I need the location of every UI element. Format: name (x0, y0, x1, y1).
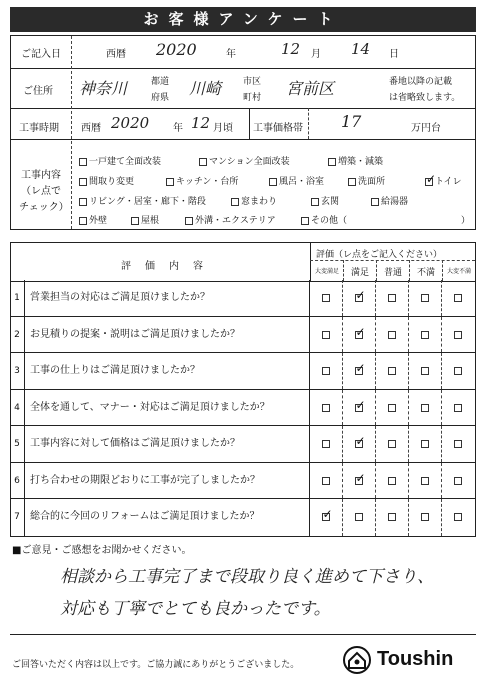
work-option[interactable]: 外壁 (79, 213, 107, 226)
question-text: 総合的に今回のリフォームはご満足頂けましたか？ (30, 511, 260, 522)
work-option[interactable]: 給湯器 (371, 194, 408, 207)
rating-checkbox[interactable] (388, 513, 396, 521)
address-city-value: 川崎 (189, 79, 222, 98)
rating-cell[interactable] (342, 499, 376, 536)
date-month-unit: 月 (311, 49, 321, 60)
column-header: 満足 (350, 268, 369, 278)
work-option[interactable]: 増築・減築 (328, 154, 383, 167)
rating-checkbox[interactable] (454, 477, 462, 485)
question-row (10, 463, 476, 500)
rating-cell[interactable] (441, 390, 475, 426)
house-logo-icon (342, 645, 372, 675)
rating-cell[interactable] (309, 426, 343, 462)
rating-cell[interactable] (441, 463, 475, 499)
brand-logo (342, 645, 372, 675)
question-text: 工事内容に対して価格はご満足頂けましたか？ (30, 438, 240, 449)
address-pref-unit-2: 府県 (151, 93, 170, 103)
date-day-value: 14 (351, 40, 371, 58)
column-header: 普通 (383, 268, 402, 278)
work-other-close: ） (461, 216, 471, 226)
checkbox[interactable] (371, 198, 379, 206)
column-header: 大変不満 (446, 268, 471, 275)
work-option[interactable]: リビング・居室・廊下・階段 (79, 194, 206, 207)
rating-cell[interactable] (408, 280, 442, 316)
rating-checkbox[interactable] (454, 513, 462, 521)
rating-checkbox[interactable] (322, 440, 330, 448)
date-month-value: 12 (281, 40, 301, 58)
column-header: 不満 (416, 268, 435, 278)
rating-checkbox[interactable] (388, 440, 396, 448)
rating-checkbox-checked[interactable] (355, 404, 363, 412)
rating-checkbox[interactable] (454, 367, 462, 375)
work-option[interactable]: 玄関 (311, 194, 339, 207)
rating-checkbox-checked[interactable] (322, 513, 330, 521)
rating-cell[interactable] (441, 426, 475, 462)
rating-cell[interactable] (375, 280, 409, 316)
rating-checkbox[interactable] (388, 477, 396, 485)
question-text: 営業担当の対応はご満足頂けましたか？ (30, 292, 210, 303)
rating-cell[interactable] (342, 353, 376, 389)
rating-checkbox[interactable] (388, 404, 396, 412)
rating-checkbox-checked[interactable] (355, 331, 363, 339)
work-option[interactable]: 一戸建て全面改装 (79, 154, 161, 167)
address-note-2: は省略致します。 (389, 93, 461, 103)
rating-cell[interactable] (342, 390, 376, 426)
rating-header: 評価（レ点をご記入ください） (316, 250, 443, 260)
checkbox[interactable] (79, 178, 87, 186)
question-row (10, 499, 476, 536)
rating-checkbox[interactable] (322, 294, 330, 302)
rating-cell[interactable] (375, 499, 409, 536)
question-text: 打ち合わせの期限どおりに工事が完了しましたか？ (30, 474, 260, 486)
comment-line: 対応も丁寧でとても良かったです。 (60, 599, 331, 619)
rating-cell[interactable] (408, 353, 442, 389)
work-label-line-2: （レ点で (21, 186, 61, 197)
question-number: 4 (10, 390, 25, 426)
question-row (10, 353, 476, 390)
rating-checkbox[interactable] (454, 331, 462, 339)
rating-checkbox[interactable] (388, 294, 396, 302)
address-label: ご住所 (23, 86, 53, 97)
date-day-unit: 日 (389, 49, 399, 60)
rating-cell[interactable] (309, 463, 343, 499)
work-option[interactable]: 屋根 (131, 213, 159, 226)
comments-label: ■ご意見・ご感想をお聞かせください。 (12, 545, 192, 556)
work-option[interactable]: 風呂・浴室 (269, 174, 324, 187)
rating-cell[interactable] (441, 353, 475, 389)
rating-checkbox[interactable] (322, 477, 330, 485)
rating-cell[interactable] (342, 317, 376, 353)
rating-cell[interactable] (309, 317, 343, 353)
price-value: 17 (341, 112, 362, 131)
checkbox[interactable] (166, 178, 174, 186)
checkbox[interactable] (328, 158, 336, 166)
address-pref-value: 神奈川 (79, 79, 128, 98)
checkbox[interactable] (348, 178, 356, 186)
rating-cell[interactable] (375, 353, 409, 389)
checkbox[interactable] (269, 178, 277, 186)
rating-cell[interactable] (309, 499, 343, 536)
rating-checkbox[interactable] (355, 513, 363, 521)
work-label-line-1: 工事内容 (21, 170, 61, 181)
question-row (10, 280, 476, 317)
period-year-unit: 年 (173, 123, 183, 134)
question-text: お見積りの提案・説明はご満足頂けましたか？ (30, 328, 240, 340)
checkbox[interactable] (311, 198, 319, 206)
survey-title: お客様アンケート (10, 7, 476, 32)
rating-checkbox-checked[interactable] (355, 440, 363, 448)
question-number: 5 (10, 426, 25, 462)
checkbox[interactable] (79, 217, 87, 225)
rating-cell[interactable] (342, 426, 376, 462)
question-text: 全体を通して、マナー・対応はご満足頂けましたか？ (30, 401, 270, 413)
question-row (10, 390, 476, 427)
rating-cell[interactable] (375, 390, 409, 426)
info-table (10, 35, 476, 230)
rating-checkbox[interactable] (421, 513, 429, 521)
date-year-unit: 年 (226, 49, 236, 60)
footer-text: ご回答いただく内容は以上です。ご協力誠にありがとうございました。 (12, 660, 300, 670)
rating-cell[interactable] (441, 317, 475, 353)
rating-cell[interactable] (342, 463, 376, 499)
rating-cell[interactable] (408, 390, 442, 426)
period-label: 工事時期 (19, 123, 59, 134)
work-option[interactable]: 窓まわり (231, 194, 277, 207)
address-city-unit-2: 町村 (243, 93, 262, 103)
work-label-line-3: チェック） (19, 202, 69, 213)
rating-cell[interactable] (408, 426, 442, 462)
work-option[interactable]: ✓ トイレ (425, 174, 462, 187)
price-unit: 万円台 (411, 123, 441, 134)
work-option[interactable]: 外溝・エクステリア (185, 213, 276, 226)
rating-checkbox[interactable] (421, 294, 429, 302)
brand-name: Toushin (377, 648, 454, 670)
period-month: 12 (191, 114, 211, 132)
checkbox[interactable] (131, 217, 139, 225)
rating-cell[interactable] (375, 463, 409, 499)
rating-checkbox-checked[interactable] (355, 294, 363, 302)
rating-cell[interactable] (441, 280, 475, 316)
checkbox[interactable] (301, 217, 309, 225)
work-option[interactable]: 洗面所 (348, 174, 385, 187)
rating-checkbox[interactable] (421, 440, 429, 448)
rating-cell[interactable] (375, 317, 409, 353)
date-label: ご記入日 (21, 49, 61, 60)
rating-checkbox[interactable] (322, 331, 330, 339)
checkbox[interactable] (199, 158, 207, 166)
question-number: 1 (10, 280, 25, 316)
rating-checkbox[interactable] (421, 477, 429, 485)
rating-cell[interactable] (309, 280, 343, 316)
question-row (10, 317, 476, 354)
period-era: 西暦 (81, 123, 101, 134)
rating-cell[interactable] (309, 390, 343, 426)
content-header: 評 価 内 容 (121, 261, 205, 272)
rating-checkbox[interactable] (454, 440, 462, 448)
rating-cell[interactable] (375, 426, 409, 462)
rating-checkbox[interactable] (322, 367, 330, 375)
price-label: 工事価格帯 (253, 123, 303, 134)
date-era: 西暦 (106, 49, 126, 60)
question-text: 工事の仕上りはご満足頂けましたか？ (30, 365, 200, 376)
rating-checkbox[interactable] (421, 367, 429, 375)
question-number: 2 (10, 317, 25, 353)
period-year: 2020 (111, 114, 150, 132)
period-month-unit: 月頃 (213, 123, 233, 134)
column-header: 大変満足 (314, 268, 339, 275)
checkbox[interactable] (79, 198, 87, 206)
comment-line: 相談から工事完了まで段取り良く進めて下さり、 (60, 567, 434, 587)
rating-checkbox[interactable] (388, 331, 396, 339)
rating-checkbox[interactable] (388, 367, 396, 375)
checkbox[interactable] (79, 158, 87, 166)
work-option[interactable]: 間取り変更 (79, 174, 134, 187)
rating-checkbox[interactable] (454, 294, 462, 302)
rating-checkbox[interactable] (454, 404, 462, 412)
work-option[interactable]: キッチン・台所 (166, 174, 238, 187)
checkbox[interactable] (231, 198, 239, 206)
address-note-1: 番地以降の記載 (389, 77, 453, 87)
rating-checkbox-checked[interactable] (355, 367, 363, 375)
address-city-unit-1: 市区 (243, 77, 262, 87)
checkbox-checked[interactable] (425, 178, 433, 186)
rating-checkbox[interactable] (421, 331, 429, 339)
checkbox[interactable] (185, 217, 193, 225)
rating-checkbox[interactable] (322, 404, 330, 412)
rating-checkbox-checked[interactable] (355, 477, 363, 485)
address-pref-unit-1: 都道 (151, 77, 170, 87)
rating-cell[interactable] (408, 463, 442, 499)
question-row (10, 426, 476, 463)
rating-cell[interactable] (342, 280, 376, 316)
rating-cell[interactable] (408, 499, 442, 536)
work-option[interactable]: その他（ (301, 213, 347, 226)
question-number: 6 (10, 463, 25, 499)
question-number: 3 (10, 353, 25, 389)
rating-checkbox[interactable] (421, 404, 429, 412)
rating-cell[interactable] (309, 353, 343, 389)
date-year-value: 2020 (156, 40, 197, 59)
work-option[interactable]: マンション全面改装 (199, 154, 290, 167)
rating-cell[interactable] (408, 317, 442, 353)
rating-cell[interactable] (441, 499, 475, 536)
comments-box-bottom (10, 634, 476, 635)
address-town-value: 宮前区 (286, 79, 335, 98)
question-number: 7 (10, 499, 25, 536)
